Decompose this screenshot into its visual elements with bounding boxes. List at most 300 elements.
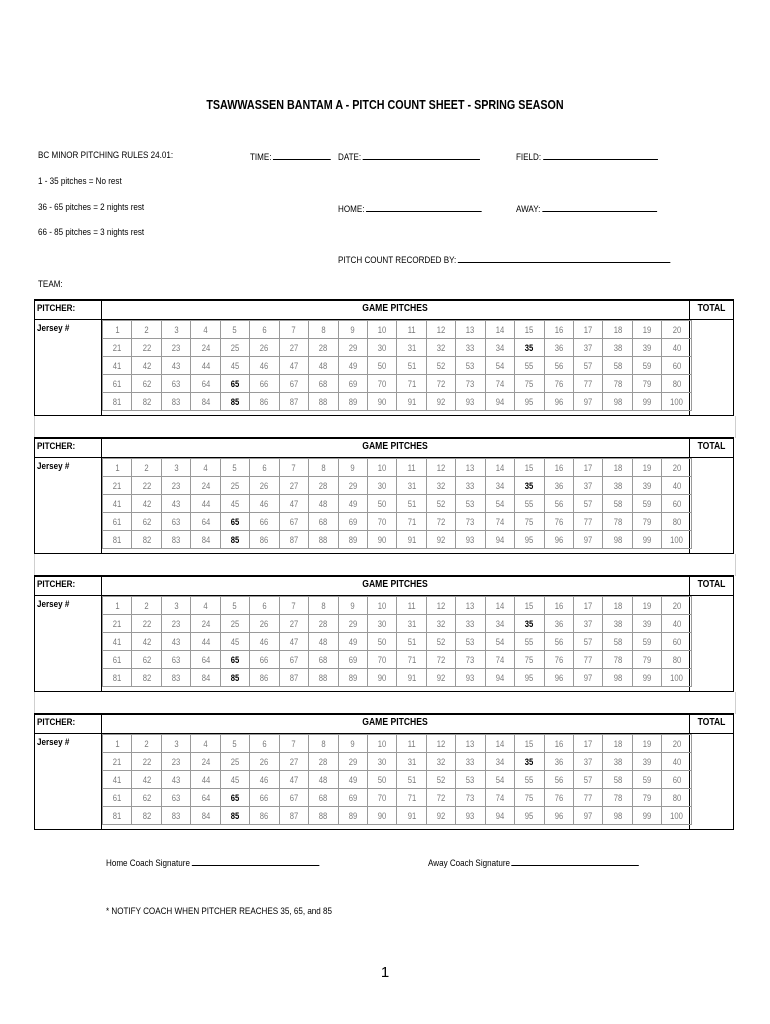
- pitch-cell[interactable]: [662, 459, 691, 477]
- pitch-cell[interactable]: [191, 807, 220, 825]
- pitch-cell[interactable]: [515, 375, 544, 393]
- pitch-cell[interactable]: [103, 393, 132, 411]
- pitch-cell[interactable]: [103, 597, 132, 615]
- pitch-cell[interactable]: [574, 393, 603, 411]
- pitch-cell[interactable]: [279, 753, 308, 771]
- pitch-cell[interactable]: [515, 615, 544, 633]
- time-line[interactable]: [273, 150, 331, 160]
- pitch-cell[interactable]: [485, 357, 514, 375]
- pitch-cell[interactable]: [426, 597, 455, 615]
- pitch-cell[interactable]: [220, 477, 249, 495]
- pitch-cell[interactable]: [662, 633, 691, 651]
- pitch-cell[interactable]: [515, 597, 544, 615]
- pitch-cell[interactable]: [426, 357, 455, 375]
- pitch-cell[interactable]: [397, 807, 426, 825]
- pitch-cell[interactable]: [367, 375, 396, 393]
- jersey-label[interactable]: Jersey #: [37, 599, 70, 610]
- pitch-cell[interactable]: [632, 735, 661, 753]
- pitch-cell[interactable]: [103, 633, 132, 651]
- pitch-cell[interactable]: [662, 339, 691, 357]
- pitch-cell[interactable]: [279, 615, 308, 633]
- pitch-cell[interactable]: [544, 615, 573, 633]
- pitch-cell[interactable]: [220, 669, 249, 687]
- pitch-cell[interactable]: [574, 651, 603, 669]
- pitch-cell[interactable]: [367, 789, 396, 807]
- pitch-cell[interactable]: [367, 393, 396, 411]
- pitch-cell[interactable]: [279, 375, 308, 393]
- pitch-cell[interactable]: [397, 393, 426, 411]
- pitch-cell[interactable]: [161, 375, 190, 393]
- pitch-cell[interactable]: [544, 669, 573, 687]
- pitch-cell[interactable]: [574, 375, 603, 393]
- pitch-cell[interactable]: [191, 375, 220, 393]
- pitch-cell[interactable]: [250, 321, 279, 339]
- pitch-cell[interactable]: [485, 771, 514, 789]
- pitch-cell[interactable]: [279, 393, 308, 411]
- pitch-cell[interactable]: [132, 633, 161, 651]
- pitch-cell[interactable]: [103, 513, 132, 531]
- pitch-cell[interactable]: [132, 753, 161, 771]
- pitch-cell[interactable]: [338, 459, 367, 477]
- pitch-cell[interactable]: [132, 357, 161, 375]
- pitch-cell[interactable]: [426, 669, 455, 687]
- pitch-cell[interactable]: [544, 771, 573, 789]
- pitch-cell[interactable]: [191, 531, 220, 549]
- pitch-cell[interactable]: [367, 477, 396, 495]
- pitch-cell[interactable]: [161, 807, 190, 825]
- pitch-cell[interactable]: [132, 771, 161, 789]
- pitch-cell[interactable]: [515, 477, 544, 495]
- pitch-cell[interactable]: [161, 597, 190, 615]
- pitch-cell[interactable]: [632, 753, 661, 771]
- pitch-cell[interactable]: [544, 321, 573, 339]
- away-signature-field[interactable]: [428, 856, 639, 869]
- pitch-cell[interactable]: [250, 771, 279, 789]
- pitch-cell[interactable]: [367, 735, 396, 753]
- pitch-cell[interactable]: [603, 459, 632, 477]
- home-field[interactable]: [338, 202, 482, 215]
- pitch-cell[interactable]: [309, 357, 338, 375]
- pitch-cell[interactable]: [544, 531, 573, 549]
- pitch-cell[interactable]: [338, 597, 367, 615]
- pitch-cell[interactable]: [338, 495, 367, 513]
- pitch-cell[interactable]: [426, 321, 455, 339]
- pitch-cell[interactable]: [220, 753, 249, 771]
- pitch-cell[interactable]: [309, 615, 338, 633]
- pitch-cell[interactable]: [632, 531, 661, 549]
- pitch-cell[interactable]: [161, 771, 190, 789]
- pitch-cell[interactable]: [662, 753, 691, 771]
- pitch-cell[interactable]: [338, 771, 367, 789]
- pitch-cell[interactable]: [426, 615, 455, 633]
- pitch-cell[interactable]: [485, 513, 514, 531]
- pitch-cell[interactable]: [662, 651, 691, 669]
- pitch-cell[interactable]: [191, 339, 220, 357]
- pitch-cell[interactable]: [456, 495, 485, 513]
- pitch-cell[interactable]: [367, 357, 396, 375]
- pitch-cell[interactable]: [662, 321, 691, 339]
- pitch-cell[interactable]: [132, 459, 161, 477]
- pitcher-label[interactable]: PITCHER:: [37, 441, 76, 452]
- pitch-cell[interactable]: [279, 339, 308, 357]
- pitch-cell[interactable]: [191, 753, 220, 771]
- pitch-cell[interactable]: [279, 669, 308, 687]
- pitch-cell[interactable]: [191, 321, 220, 339]
- pitch-cell[interactable]: [632, 477, 661, 495]
- pitch-cell[interactable]: [456, 393, 485, 411]
- pitch-cell[interactable]: [632, 393, 661, 411]
- pitch-cell[interactable]: [338, 513, 367, 531]
- pitch-cell[interactable]: [338, 375, 367, 393]
- pitch-cell[interactable]: [515, 789, 544, 807]
- pitch-cell[interactable]: [220, 357, 249, 375]
- pitch-cell[interactable]: [132, 789, 161, 807]
- pitcher-label[interactable]: PITCHER:: [37, 303, 76, 314]
- pitch-cell[interactable]: [279, 735, 308, 753]
- pitch-cell[interactable]: [603, 495, 632, 513]
- pitch-cell[interactable]: [456, 735, 485, 753]
- pitch-cell[interactable]: [662, 735, 691, 753]
- pitch-cell[interactable]: [515, 459, 544, 477]
- pitch-cell[interactable]: [309, 651, 338, 669]
- pitch-cell[interactable]: [367, 321, 396, 339]
- pitch-cell[interactable]: [632, 321, 661, 339]
- pitch-cell[interactable]: [191, 495, 220, 513]
- pitch-cell[interactable]: [367, 495, 396, 513]
- pitch-cell[interactable]: [309, 597, 338, 615]
- pitch-cell[interactable]: [397, 615, 426, 633]
- pitch-cell[interactable]: [103, 357, 132, 375]
- pitch-cell[interactable]: [632, 513, 661, 531]
- pitch-cell[interactable]: [367, 531, 396, 549]
- pitch-cell[interactable]: [397, 495, 426, 513]
- pitch-cell[interactable]: [426, 375, 455, 393]
- pitch-cell[interactable]: [515, 531, 544, 549]
- pitch-cell[interactable]: [574, 531, 603, 549]
- pitch-cell[interactable]: [103, 339, 132, 357]
- pitch-cell[interactable]: [132, 321, 161, 339]
- pitch-cell[interactable]: [574, 459, 603, 477]
- pitch-cell[interactable]: [574, 807, 603, 825]
- jersey-label[interactable]: Jersey #: [37, 323, 70, 334]
- field-line[interactable]: [543, 150, 658, 160]
- pitch-cell[interactable]: [103, 459, 132, 477]
- pitch-cell[interactable]: [250, 753, 279, 771]
- pitch-cell[interactable]: [456, 459, 485, 477]
- pitch-cell[interactable]: [456, 807, 485, 825]
- pitch-cell[interactable]: [397, 339, 426, 357]
- pitch-cell[interactable]: [220, 735, 249, 753]
- pitch-cell[interactable]: [574, 477, 603, 495]
- pitch-cell[interactable]: [544, 633, 573, 651]
- pitch-cell[interactable]: [574, 753, 603, 771]
- pitch-cell[interactable]: [338, 357, 367, 375]
- pitch-cell[interactable]: [191, 771, 220, 789]
- pitch-cell[interactable]: [662, 615, 691, 633]
- pitch-cell[interactable]: [103, 771, 132, 789]
- pitch-cell[interactable]: [544, 339, 573, 357]
- pitch-cell[interactable]: [456, 531, 485, 549]
- pitch-cell[interactable]: [662, 597, 691, 615]
- pitch-cell[interactable]: [485, 495, 514, 513]
- pitch-cell[interactable]: [544, 513, 573, 531]
- pitch-cell[interactable]: [426, 651, 455, 669]
- pitch-cell[interactable]: [603, 753, 632, 771]
- pitch-cell[interactable]: [603, 339, 632, 357]
- pitch-cell[interactable]: [544, 735, 573, 753]
- pitch-cell[interactable]: [662, 357, 691, 375]
- pitch-cell[interactable]: [426, 477, 455, 495]
- pitch-cell[interactable]: [515, 513, 544, 531]
- pitch-cell[interactable]: [309, 495, 338, 513]
- pitch-cell[interactable]: [367, 771, 396, 789]
- pitch-cell[interactable]: [456, 597, 485, 615]
- pitch-cell[interactable]: [250, 477, 279, 495]
- pitch-cell[interactable]: [220, 375, 249, 393]
- pitch-cell[interactable]: [544, 357, 573, 375]
- pitch-cell[interactable]: [338, 669, 367, 687]
- pitch-cell[interactable]: [632, 615, 661, 633]
- pitch-cell[interactable]: [515, 807, 544, 825]
- pitch-cell[interactable]: [456, 789, 485, 807]
- pitch-cell[interactable]: [250, 531, 279, 549]
- pitch-cell[interactable]: [309, 807, 338, 825]
- pitch-cell[interactable]: [191, 393, 220, 411]
- pitch-cell[interactable]: [397, 651, 426, 669]
- pitch-cell[interactable]: [485, 393, 514, 411]
- pitch-cell[interactable]: [662, 393, 691, 411]
- jersey-label[interactable]: Jersey #: [37, 461, 70, 472]
- pitch-cell[interactable]: [161, 321, 190, 339]
- pitch-cell[interactable]: [485, 597, 514, 615]
- pitch-cell[interactable]: [161, 615, 190, 633]
- pitch-cell[interactable]: [397, 735, 426, 753]
- pitch-cell[interactable]: [662, 375, 691, 393]
- pitch-cell[interactable]: [456, 513, 485, 531]
- pitch-cell[interactable]: [574, 339, 603, 357]
- pitch-cell[interactable]: [309, 753, 338, 771]
- pitch-cell[interactable]: [662, 789, 691, 807]
- pitch-cell[interactable]: [456, 669, 485, 687]
- pitch-cell[interactable]: [309, 669, 338, 687]
- pitch-cell[interactable]: [456, 339, 485, 357]
- pitch-cell[interactable]: [485, 753, 514, 771]
- pitch-cell[interactable]: [515, 669, 544, 687]
- pitch-cell[interactable]: [632, 633, 661, 651]
- pitch-cell[interactable]: [544, 477, 573, 495]
- pitch-cell[interactable]: [161, 357, 190, 375]
- pitch-cell[interactable]: [632, 339, 661, 357]
- pitch-cell[interactable]: [132, 495, 161, 513]
- pitch-cell[interactable]: [426, 789, 455, 807]
- pitch-cell[interactable]: [279, 477, 308, 495]
- pitch-cell[interactable]: [279, 597, 308, 615]
- pitch-cell[interactable]: [250, 513, 279, 531]
- pitch-cell[interactable]: [220, 615, 249, 633]
- pitch-cell[interactable]: [279, 459, 308, 477]
- away-signature-line[interactable]: [512, 856, 640, 866]
- pitch-cell[interactable]: [574, 495, 603, 513]
- pitch-cell[interactable]: [220, 771, 249, 789]
- pitch-cell[interactable]: [191, 651, 220, 669]
- pitch-cell[interactable]: [574, 615, 603, 633]
- pitch-cell[interactable]: [338, 477, 367, 495]
- pitch-cell[interactable]: [191, 669, 220, 687]
- pitch-cell[interactable]: [279, 321, 308, 339]
- pitch-cell[interactable]: [662, 669, 691, 687]
- pitch-cell[interactable]: [397, 597, 426, 615]
- pitch-cell[interactable]: [279, 807, 308, 825]
- jersey-label[interactable]: Jersey #: [37, 737, 70, 748]
- pitch-cell[interactable]: [515, 753, 544, 771]
- pitch-cell[interactable]: [367, 633, 396, 651]
- pitch-cell[interactable]: [338, 615, 367, 633]
- pitch-cell[interactable]: [603, 735, 632, 753]
- pitch-cell[interactable]: [632, 651, 661, 669]
- pitch-cell[interactable]: [161, 651, 190, 669]
- pitch-cell[interactable]: [309, 321, 338, 339]
- pitch-cell[interactable]: [161, 513, 190, 531]
- pitch-cell[interactable]: [603, 513, 632, 531]
- pitch-cell[interactable]: [250, 651, 279, 669]
- pitch-cell[interactable]: [220, 531, 249, 549]
- recorded-by-field[interactable]: [338, 253, 671, 266]
- pitch-cell[interactable]: [161, 477, 190, 495]
- pitch-cell[interactable]: [250, 459, 279, 477]
- pitch-cell[interactable]: [632, 669, 661, 687]
- pitch-cell[interactable]: [574, 633, 603, 651]
- pitch-cell[interactable]: [103, 531, 132, 549]
- pitch-cell[interactable]: [103, 375, 132, 393]
- pitch-cell[interactable]: [485, 633, 514, 651]
- pitch-cell[interactable]: [132, 513, 161, 531]
- pitch-cell[interactable]: [632, 375, 661, 393]
- pitch-cell[interactable]: [397, 357, 426, 375]
- pitch-cell[interactable]: [456, 357, 485, 375]
- pitch-cell[interactable]: [662, 771, 691, 789]
- pitch-cell[interactable]: [191, 735, 220, 753]
- pitch-cell[interactable]: [279, 651, 308, 669]
- pitch-cell[interactable]: [132, 615, 161, 633]
- home-signature-line[interactable]: [192, 856, 320, 866]
- pitch-cell[interactable]: [632, 807, 661, 825]
- pitch-cell[interactable]: [191, 477, 220, 495]
- pitch-cell[interactable]: [309, 375, 338, 393]
- pitch-cell[interactable]: [603, 393, 632, 411]
- pitch-cell[interactable]: [250, 393, 279, 411]
- pitch-cell[interactable]: [544, 753, 573, 771]
- pitch-cell[interactable]: [132, 339, 161, 357]
- pitch-cell[interactable]: [397, 669, 426, 687]
- pitch-cell[interactable]: [220, 789, 249, 807]
- pitch-cell[interactable]: [250, 495, 279, 513]
- pitch-cell[interactable]: [161, 789, 190, 807]
- pitch-cell[interactable]: [662, 807, 691, 825]
- pitcher-label[interactable]: PITCHER:: [37, 717, 76, 728]
- pitch-cell[interactable]: [103, 615, 132, 633]
- pitch-cell[interactable]: [485, 807, 514, 825]
- pitch-cell[interactable]: [279, 633, 308, 651]
- pitch-cell[interactable]: [367, 615, 396, 633]
- pitch-cell[interactable]: [544, 789, 573, 807]
- pitch-cell[interactable]: [309, 459, 338, 477]
- pitch-cell[interactable]: [456, 477, 485, 495]
- pitch-cell[interactable]: [397, 789, 426, 807]
- pitch-cell[interactable]: [544, 807, 573, 825]
- recorded-by-line[interactable]: [458, 253, 671, 263]
- pitch-cell[interactable]: [515, 393, 544, 411]
- pitch-cell[interactable]: [426, 495, 455, 513]
- pitch-cell[interactable]: [309, 771, 338, 789]
- pitch-cell[interactable]: [426, 735, 455, 753]
- pitch-cell[interactable]: [485, 321, 514, 339]
- pitch-cell[interactable]: [191, 615, 220, 633]
- pitch-cell[interactable]: [161, 531, 190, 549]
- pitch-cell[interactable]: [662, 513, 691, 531]
- pitch-cell[interactable]: [456, 615, 485, 633]
- pitch-cell[interactable]: [132, 375, 161, 393]
- pitch-cell[interactable]: [250, 339, 279, 357]
- pitch-cell[interactable]: [544, 597, 573, 615]
- pitch-cell[interactable]: [250, 615, 279, 633]
- pitch-cell[interactable]: [574, 669, 603, 687]
- pitch-cell[interactable]: [250, 735, 279, 753]
- pitch-cell[interactable]: [132, 735, 161, 753]
- pitch-cell[interactable]: [309, 339, 338, 357]
- pitch-cell[interactable]: [309, 735, 338, 753]
- pitch-cell[interactable]: [603, 531, 632, 549]
- pitch-cell[interactable]: [662, 477, 691, 495]
- pitch-cell[interactable]: [103, 651, 132, 669]
- pitch-cell[interactable]: [367, 753, 396, 771]
- pitch-cell[interactable]: [309, 531, 338, 549]
- pitch-cell[interactable]: [632, 597, 661, 615]
- pitcher-label[interactable]: PITCHER:: [37, 579, 76, 590]
- pitch-cell[interactable]: [309, 393, 338, 411]
- pitch-cell[interactable]: [103, 789, 132, 807]
- pitch-cell[interactable]: [161, 633, 190, 651]
- pitch-cell[interactable]: [103, 807, 132, 825]
- pitch-cell[interactable]: [632, 771, 661, 789]
- pitch-cell[interactable]: [367, 651, 396, 669]
- pitch-cell[interactable]: [161, 495, 190, 513]
- pitch-cell[interactable]: [338, 633, 367, 651]
- pitch-cell[interactable]: [250, 807, 279, 825]
- time-field[interactable]: [250, 150, 331, 163]
- pitch-cell[interactable]: [161, 735, 190, 753]
- pitch-cell[interactable]: [426, 459, 455, 477]
- pitch-cell[interactable]: [132, 477, 161, 495]
- pitch-cell[interactable]: [662, 531, 691, 549]
- pitch-cell[interactable]: [132, 651, 161, 669]
- pitch-cell[interactable]: [367, 597, 396, 615]
- pitch-cell[interactable]: [367, 513, 396, 531]
- pitch-cell[interactable]: [574, 513, 603, 531]
- pitch-cell[interactable]: [161, 753, 190, 771]
- pitch-cell[interactable]: [603, 375, 632, 393]
- pitch-cell[interactable]: [426, 531, 455, 549]
- pitch-cell[interactable]: [338, 753, 367, 771]
- pitch-cell[interactable]: [279, 531, 308, 549]
- pitch-cell[interactable]: [250, 597, 279, 615]
- pitch-cell[interactable]: [574, 789, 603, 807]
- pitch-cell[interactable]: [515, 495, 544, 513]
- pitch-cell[interactable]: [603, 633, 632, 651]
- pitch-cell[interactable]: [632, 357, 661, 375]
- pitch-cell[interactable]: [191, 789, 220, 807]
- pitch-cell[interactable]: [515, 651, 544, 669]
- pitch-cell[interactable]: [426, 633, 455, 651]
